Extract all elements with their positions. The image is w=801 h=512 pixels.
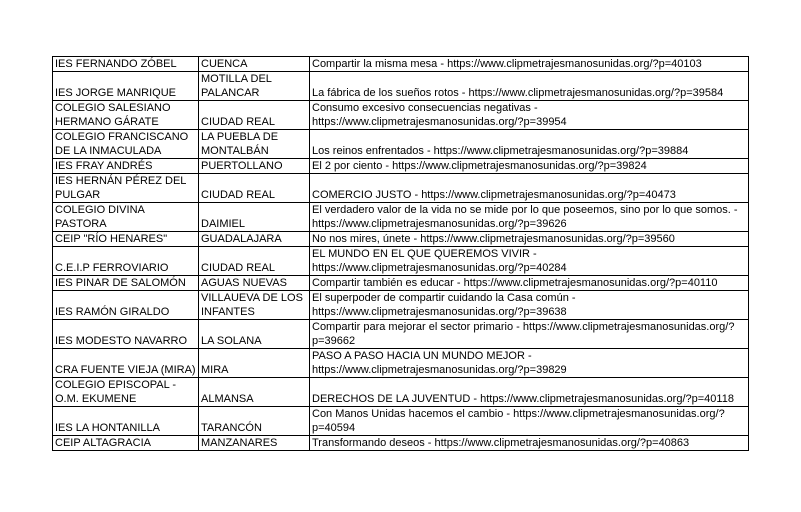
project-cell: DERECHOS DE LA JUVENTUD - https://www.clipmetrajesmanosunidas.org/?p=40118 [310,378,749,407]
school-cell: COLEGIO FRANCISCANO DE LA INMACULADA [53,130,199,159]
project-cell: No nos mires, únete - https://www.clipmetrajesmanosunidas.org/?p=39560 [310,232,749,247]
table-row [53,407,749,436]
city-cell: PUERTOLLANO [199,159,310,174]
school-cell: COLEGIO SALESIANO HERMANO GÁRATE [53,101,199,130]
school-cell: CEIP ALTAGRACIA [53,436,199,451]
project-cell: PASO A PASO HACIA UN MUNDO MEJOR - https://www.clipmetrajesmanosunidas.org/?p=39829 [310,349,749,378]
school-cell: IES PINAR DE SALOMÓN [53,276,199,291]
table-row [53,276,749,291]
city-cell: AGUAS NUEVAS [199,276,310,291]
table-row [53,57,749,72]
school-cell: IES MODESTO NAVARRO [53,320,199,349]
school-cell: IES JORGE MANRIQUE [53,72,199,101]
table-row [53,203,749,232]
schools-table [52,56,749,451]
project-cell: Consumo excesivo consecuencias negativas - https://www.clipmetrajesmanosunidas.org/?p=39954 [310,101,749,130]
school-cell: IES FERNANDO ZÓBEL [53,57,199,72]
school-cell: CEIP "RÍO HENARES" [53,232,199,247]
city-cell: GUADALAJARA [199,232,310,247]
project-cell: Transformando deseos - https://www.clipmetrajesmanosunidas.org/?p=40863 [310,436,749,451]
school-cell: IES FRAY ANDRÉS [53,159,199,174]
school-cell: C.E.I.P FERROVIARIO [53,247,199,276]
table-row [53,436,749,451]
city-cell: CIUDAD REAL [199,174,310,203]
table-row [53,232,749,247]
school-cell: CRA FUENTE VIEJA (MIRA) [53,349,199,378]
city-cell: LA SOLANA [199,320,310,349]
project-cell: Compartir también es educar - https://www.clipmetrajesmanosunidas.org/?p=40110 [310,276,749,291]
project-cell: Los reinos enfrentados - https://www.clipmetrajesmanosunidas.org/?p=39884 [310,130,749,159]
project-cell: COMERCIO JUSTO - https://www.clipmetrajesmanosunidas.org/?p=40473 [310,174,749,203]
project-cell: El superpoder de compartir cuidando la Casa común - https://www.clipmetrajesmanosunidas.org/?p=39638 [310,291,749,320]
table-row [53,72,749,101]
project-cell: Compartir para mejorar el sector primario - https://www.clipmetrajesmanosunidas.org/?p=39662 [310,320,749,349]
school-cell: COLEGIO EPISCOPAL - O.M. EKUMENE [53,378,199,407]
city-cell: VILLAUEVA DE LOS INFANTES [199,291,310,320]
project-cell: EL MUNDO EN EL QUE QUEREMOS VIVIR - https://www.clipmetrajesmanosunidas.org/?p=40284 [310,247,749,276]
table-row [53,349,749,378]
table-row [53,291,749,320]
school-cell: COLEGIO DIVINA PASTORA [53,203,199,232]
school-cell: IES RAMÓN GIRALDO [53,291,199,320]
project-cell: Compartir la misma mesa - https://www.clipmetrajesmanosunidas.org/?p=40103 [310,57,749,72]
city-cell: CUENCA [199,57,310,72]
school-cell: IES LA HONTANILLA [53,407,199,436]
table-row [53,320,749,349]
city-cell: ALMANSA [199,378,310,407]
table-row [53,159,749,174]
table-row [53,174,749,203]
table-row [53,378,749,407]
school-cell: IES HERNÁN PÉREZ DEL PULGAR [53,174,199,203]
table-row [53,247,749,276]
city-cell: MIRA [199,349,310,378]
city-cell: MOTILLA DEL PALANCAR [199,72,310,101]
project-cell: La fábrica de los sueños rotos - https://www.clipmetrajesmanosunidas.org/?p=39584 [310,72,749,101]
city-cell: DAIMIEL [199,203,310,232]
city-cell: MANZANARES [199,436,310,451]
project-cell: El verdadero valor de la vida no se mide por lo que poseemos, sino por lo que somos. - https://www.clipmetrajesmanosunidas.org/?p=39626 [310,203,749,232]
table-row [53,101,749,130]
table-row [53,130,749,159]
project-cell: El 2 por ciento - https://www.clipmetrajesmanosunidas.org/?p=39824 [310,159,749,174]
city-cell: TARANCÓN [199,407,310,436]
city-cell: CIUDAD REAL [199,101,310,130]
project-cell: Con Manos Unidas hacemos el cambio - https://www.clipmetrajesmanosunidas.org/?p=40594 [310,407,749,436]
city-cell: LA PUEBLA DE MONTALBÁN [199,130,310,159]
city-cell: CIUDAD REAL [199,247,310,276]
